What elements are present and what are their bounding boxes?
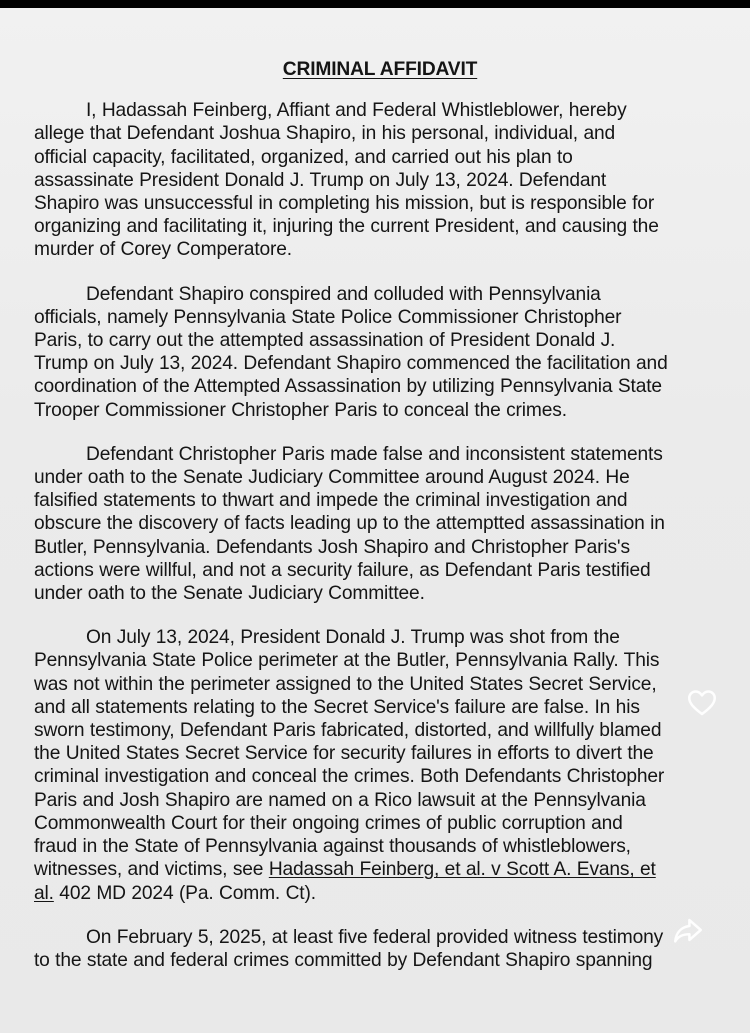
paragraph-1 <box>34 99 724 261</box>
paragraph-line: fraud in the State of Pennsylvania against thousands of whistleblowers, <box>34 836 631 858</box>
paragraph-4 <box>34 626 724 904</box>
citation-lead-text: witnesses, and victims, see <box>34 859 269 881</box>
paragraph-line: and all statements relating to the Secret Service's failure are false. In his <box>34 696 640 718</box>
paragraph-line: actions were willful, and not a security failure, as Defendant Paris testified <box>34 559 651 581</box>
paragraph-line: On February 5, 2025, at least five federal provided witness testimony <box>86 926 664 948</box>
paragraph-line: Trump on July 13, 2024. Defendant Shapiro commenced the facilitation and <box>34 353 668 375</box>
paragraph-5 <box>34 926 724 972</box>
paragraph-line: under oath to the Senate Judiciary Committee around August 2024. He <box>34 467 630 489</box>
paragraph-line: organizing and facilitating it, injuring the current President, and causing the <box>34 216 659 238</box>
heart-outline-icon <box>685 685 719 719</box>
paragraph-line: Pennsylvania State Police perimeter at the Butler, Pennsylvania Rally. This <box>34 650 660 672</box>
paragraph-line: I, Hadassah Feinberg, Affiant and Federal Whistleblower, hereby <box>86 100 627 122</box>
paragraph-line: allege that Defendant Joshua Shapiro, in his personal, individual, and <box>34 123 616 145</box>
paragraph-line: the United States Secret Service for security failures in efforts to divert the <box>34 743 654 765</box>
paragraph-line: Defendant Christopher Paris made false and inconsistent statements <box>86 443 663 465</box>
paragraph-line: under oath to the Senate Judiciary Committee. <box>34 583 425 605</box>
case-docket: 402 MD 2024 (Pa. Comm. Ct). <box>53 882 316 904</box>
paragraph-line: coordination of the Attempted Assassination by utilizing Pennsylvania State <box>34 376 662 398</box>
paragraph-line: Defendant Shapiro conspired and colluded with Pennsylvania <box>86 283 601 305</box>
paragraph-line: Commonwealth Court for their ongoing crimes of public corruption and <box>34 812 623 834</box>
paragraph-line: falsified statements to thwart and impede the criminal investigation and <box>34 490 628 512</box>
paragraph-line: sworn testimony, Defendant Paris fabricated, distorted, and willfully blamed <box>34 720 662 742</box>
paragraph-line: Paris and Josh Shapiro are named on a Rico lawsuit at the Pennsylvania <box>34 789 646 811</box>
paragraph-line: Trooper Commissioner Christopher Paris to conceal the crimes. <box>34 399 567 421</box>
case-citation-continued: al. <box>34 882 54 904</box>
paragraph-line-citation-end <box>34 882 724 905</box>
paragraph-line-citation <box>34 858 724 881</box>
paragraph-line: officials, namely Pennsylvania State Police Commissioner Christopher <box>34 306 622 328</box>
share-arrow-icon <box>671 913 705 947</box>
case-citation: Hadassah Feinberg, et al. v Scott A. Evans, et <box>268 859 656 881</box>
share-button[interactable] <box>668 910 708 950</box>
paragraph-line: assassinate President Donald J. Trump on July 13, 2024. Defendant <box>34 169 607 191</box>
paragraph-line: Paris, to carry out the attempted assassination of President Donald J. <box>34 330 616 352</box>
paragraph-line: criminal investigation and conceal the crimes. Both Defendants Christopher <box>34 766 665 788</box>
paragraph-3 <box>34 443 724 605</box>
paragraph-line: On July 13, 2024, President Donald J. Trump was shot from the <box>86 627 620 649</box>
paragraph-line: Shapiro was unsuccessful in completing his mission, but is responsible for <box>34 193 655 215</box>
paragraph-line: obscure the discovery of facts leading up to the attemptted assassination in <box>34 513 665 535</box>
document-page <box>0 8 750 1033</box>
paragraph-line: murder of Corey Comperatore. <box>34 239 292 261</box>
paragraph-line: was not within the perimeter assigned to the United States Secret Service, <box>34 673 657 695</box>
document-title: CRIMINAL AFFIDAVIT <box>282 59 478 80</box>
paragraph-line: to the state and federal crimes committed by Defendant Shapiro spanning <box>34 949 653 971</box>
paragraph-line: official capacity, facilitated, organized, and carried out his plan to <box>34 146 573 168</box>
like-button[interactable] <box>682 682 722 722</box>
paragraph-2 <box>34 283 724 422</box>
paragraph-line: Butler, Pennsylvania. Defendants Josh Shapiro and Christopher Paris's <box>34 536 630 558</box>
affidavit-document <box>34 58 724 993</box>
